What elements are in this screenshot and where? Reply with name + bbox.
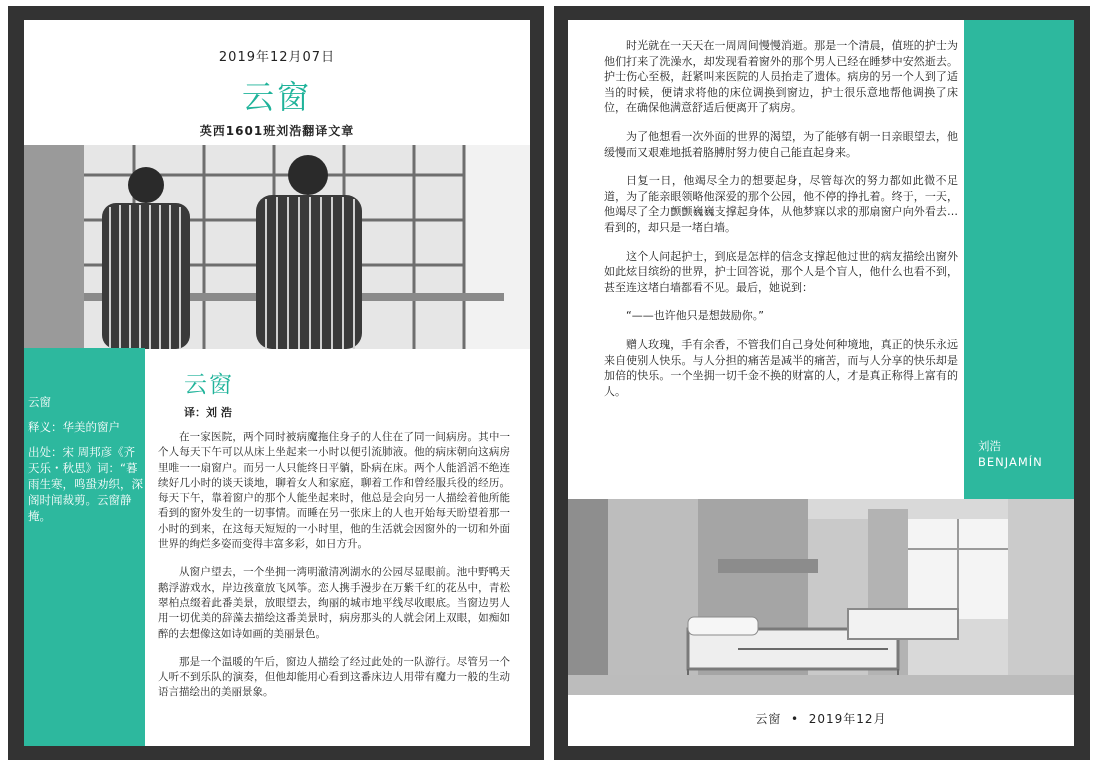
paragraph: 赠人玫瑰，手有余香，不管我们自己身处何种境地，真正的快乐永远来自使别人快乐。与人分担的痛苦是减半的痛苦，而与人分享的快乐却是加倍的快乐。一个坐拥一切千金不换的财富的人，才是真正称得上富有的人。 — [604, 337, 958, 398]
sidebar-info — [24, 348, 145, 746]
sidebar-name: 云窗 — [28, 395, 51, 409]
paragraph: 时光就在一天天在一周周间慢慢消逝。那是一个清晨，值班的护士为他们打来了洗澡水，却发现看着窗外的那个男人已经在睡梦中安然逝去。护士伤心至极，赶紧叫来医院的人员抬走了遗体。病房的另一个人到了适当的时候，便请求将他的床位调换到窗边，护士很乐意地帮他调换了床位，在确保他满意舒适后便离开了病房。 — [604, 39, 958, 115]
article-title: 云窗 — [184, 372, 234, 398]
hospital-ward-photo — [568, 499, 1074, 695]
translator-credit: 译：刘 浩 — [184, 406, 232, 419]
page-sheet — [24, 20, 530, 746]
paragraph: 那是一个温暖的午后，窗边人描绘了经过此处的一队游行。尽管另一个人听不到乐队的演奏，但他却能用心看到这番床边人用带有魔力一般的生动语言描绘出的美丽景象。 — [158, 655, 510, 699]
signature-cn: 刘浩 — [978, 439, 1001, 453]
signature-en: BENJAMÍN — [978, 455, 1043, 469]
article-date: 2019年12月07日 — [218, 50, 336, 65]
two-patients-at-window-photo — [24, 145, 530, 349]
sidebar-meaning: 释义：华美的窗户 — [28, 420, 120, 434]
paragraph: 为了他想看一次外面的世界的渴望，为了能够有朝一日亲眼望去，他缓慢而又艰难地抵着胳膊肘努力使自己能直起身来。 — [604, 129, 958, 159]
signature — [978, 438, 1043, 470]
page-footer: 云窗 • 2019年12月 — [755, 712, 887, 726]
paragraph: 在一家医院，两个同时被病魔拖住身子的人住在了同一间病房。其中一个人每天下午可以从床上坐起来一小时以便引流肺液。他的病床朝向这病房里唯一一扇窗户。而另一人只能终日平躺，卧病在床。两个人能滔滔不绝连续好几小时的谈天谈地，聊着女人和家庭，聊着工作和曾经服兵役的经历。每天下午，靠着窗户的那个人能坐起来时，他总是会向另一人描绘着他所能看到的窗外发生的一切事情。而睡在另一张床上的人也开始每天盼望着那一小时的到来，在这每天短短的一小时里，他的生活就会因窗外的一切和外面世界的绚烂多姿而变得丰富多彩，如日方升。 — [158, 431, 510, 551]
article-body-continued — [604, 38, 958, 412]
article-body — [158, 430, 510, 714]
page-left — [8, 6, 544, 760]
paragraph: 从窗户望去，一个坐拥一湾明澈清冽湖水的公园尽显眼前。池中野鸭天鹅浮游戏水，岸边孩童放飞风筝。恋人携手漫步在万紫千红的花丛中，青松翠柏点缀着此番美景，放眼望去，绚丽的城市地平线尽收眼底。当窗边男人用一切优美的辞藻去描绘这番美景时，病房那头的人就会闭上双眼，如痴如醉的去想像这如诗如画的美丽景色。 — [158, 566, 510, 640]
page-title: 云窗 — [241, 78, 312, 116]
paragraph: 日复一日，他竭尽全力的想要起身，尽管每次的努力都如此微不足道，为了能亲眼领略他深爱的那个公园，他不停的挣扎着。终于，一天，他竭尽了全力颤颤巍巍支撑起身体，从他梦寐以求的那扇窗户向外看去…看到的，却只是一堵白墙。 — [604, 174, 958, 234]
quote: “——也许他只是想鼓励你。” — [626, 309, 764, 323]
sidebar-source: 出处：宋 周邦彦《齐天乐・秋思》词：“暮雨生寒，鸣蛩劝织，深阁时闻裁剪。云窗静掩。 — [28, 445, 143, 523]
paragraph: 这个人问起护士，到底是怎样的信念支撑起他过世的病友描绘出窗外如此炫目缤纷的世界，护士回答说，那个人是个盲人，他什么也看不到，甚至连这堵白墙都看不见。最后，她说到： — [604, 249, 958, 294]
page-right — [554, 6, 1090, 760]
page-sheet — [568, 20, 1074, 746]
page-subtitle: 英西1601班刘浩翻译文章 — [199, 124, 355, 138]
signature-panel — [964, 20, 1074, 499]
